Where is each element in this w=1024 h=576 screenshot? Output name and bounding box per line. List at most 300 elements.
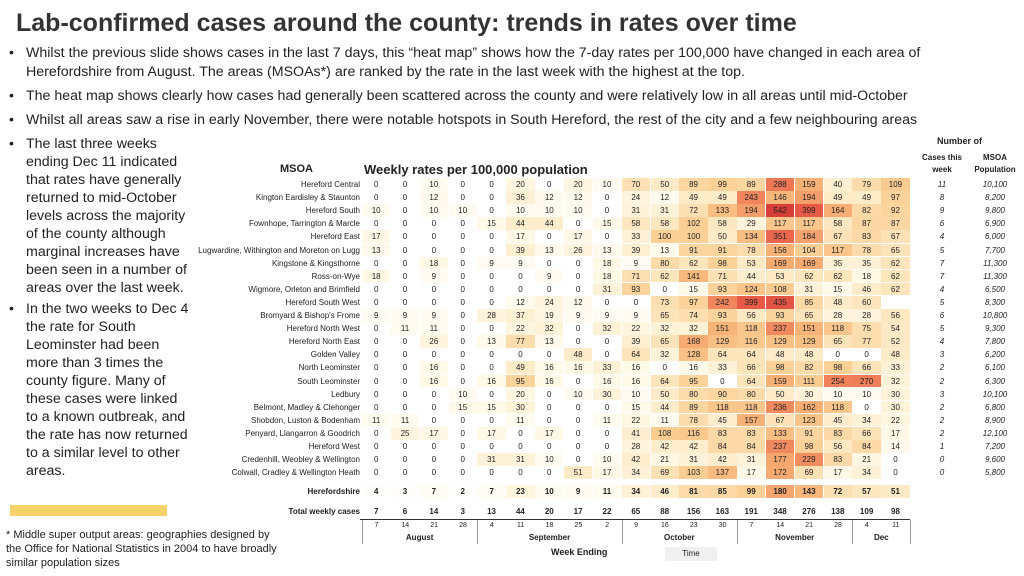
heat-cell: 10 xyxy=(824,388,852,401)
heat-cell: 4 xyxy=(362,485,390,498)
heat-cell: 117 xyxy=(766,217,794,230)
month-label: November xyxy=(775,533,815,543)
heat-cell: 9 xyxy=(622,257,650,270)
heat-cell: 82 xyxy=(852,204,880,217)
heat-cell: 0 xyxy=(593,427,621,440)
heat-cell: 116 xyxy=(679,427,707,440)
heat-cell: 236 xyxy=(766,401,794,414)
heat-cell: 62 xyxy=(679,257,707,270)
heat-cell: 93 xyxy=(766,309,794,322)
heat-cell: 89 xyxy=(679,178,707,191)
population-cell: 9,300 xyxy=(984,324,1006,334)
heat-cell: 22 xyxy=(622,414,650,427)
heat-cell: 20 xyxy=(506,388,534,401)
heat-cell: 22 xyxy=(881,414,909,427)
heat-cell: 67 xyxy=(766,414,794,427)
heat-cell: 97 xyxy=(881,191,909,204)
heat-cell: 0 xyxy=(391,440,419,453)
heat-cell: 65 xyxy=(651,309,679,322)
cases-this-week-header: Cases this week xyxy=(921,153,963,174)
msoa-row-name: Colwall, Cradley & Wellington Heath xyxy=(231,468,360,478)
heat-cell: 15 xyxy=(679,283,707,296)
heat-cell: 10 xyxy=(420,178,448,191)
heat-cell: 13 xyxy=(593,244,621,257)
cases-cell: 4 xyxy=(939,284,945,294)
heat-cell: 23 xyxy=(506,485,534,498)
heat-cell: 12 xyxy=(535,191,563,204)
heat-cell: 9 xyxy=(420,309,448,322)
heat-cell: 67 xyxy=(824,230,852,243)
population-cell: 7,800 xyxy=(984,337,1006,347)
heat-cell: 36 xyxy=(506,191,534,204)
heat-cell: 71 xyxy=(622,270,650,283)
bullet-3: • Whilst all areas saw a rise in early November, there were notable hotspots in South Hereford, the rest of the city and a few neighbouring areas xyxy=(8,111,1008,130)
heat-cell: 31 xyxy=(679,453,707,466)
heat-cell: 41 xyxy=(622,427,650,440)
heat-cell: 0 xyxy=(362,375,390,388)
heat-cell: 0 xyxy=(420,466,448,479)
heat-cell: 89 xyxy=(679,401,707,414)
heat-cell: 80 xyxy=(737,388,765,401)
heat-cell: 118 xyxy=(708,401,736,414)
heat-cell: 143 xyxy=(795,485,823,498)
heat-cell: 44 xyxy=(535,217,563,230)
heat-cell: 60 xyxy=(852,296,880,309)
month-label: August xyxy=(405,533,434,543)
heat-cell: 58 xyxy=(824,217,852,230)
heat-cell: 0 xyxy=(593,401,621,414)
month-separator xyxy=(910,520,911,544)
heat-cell: 0 xyxy=(564,375,592,388)
heat-cell: 0 xyxy=(535,348,563,361)
heat-cell: 0 xyxy=(391,178,419,191)
msoa-row-name: Kingstone & Kingsthorne xyxy=(271,258,360,268)
heat-cell: 22 xyxy=(506,322,534,335)
heat-cell: 0 xyxy=(362,283,390,296)
heat-cell: 0 xyxy=(477,466,505,479)
week-day-label: 28 xyxy=(834,522,842,530)
cases-cell: 11 xyxy=(937,180,947,189)
week-day-label: 14 xyxy=(401,522,410,530)
heat-cell: 141 xyxy=(679,270,707,283)
heat-cell: 53 xyxy=(737,257,765,270)
heat-cell: 276 xyxy=(802,507,816,517)
heat-cell: 15 xyxy=(824,283,852,296)
heat-cell: 123 xyxy=(795,414,823,427)
heat-cell: 0 xyxy=(593,440,621,453)
heat-cell: 169 xyxy=(795,257,823,270)
heat-cell: 31 xyxy=(737,453,765,466)
cases-cell: 2 xyxy=(939,402,945,412)
heat-cell: 0 xyxy=(477,414,505,427)
heat-cell: 0 xyxy=(449,244,477,257)
heat-cell: 117 xyxy=(824,244,852,257)
heat-cell: 17 xyxy=(362,230,390,243)
bullet-2: • The heat map shows clearly how cases had generally been scattered across the county and were relatively low in all areas until mid-October xyxy=(8,87,1008,106)
week-day-label: 14 xyxy=(776,522,785,530)
heat-cell: 10 xyxy=(593,453,621,466)
heat-cell: 34 xyxy=(622,485,650,498)
heat-cell: 83 xyxy=(824,427,852,440)
heat-cell: 108 xyxy=(766,283,794,296)
heat-cell: 12 xyxy=(420,191,448,204)
heat-cell: 49 xyxy=(708,191,736,204)
heat-cell: 56 xyxy=(824,440,852,453)
heat-cell: 62 xyxy=(881,257,909,270)
heat-cell: 0 xyxy=(881,453,909,466)
heat-cell: 10 xyxy=(564,204,592,217)
week-day-label: 18 xyxy=(545,522,554,530)
msoa-row-name: Hereford North East xyxy=(288,337,360,347)
heat-cell: 34 xyxy=(852,414,880,427)
heat-cell: 12 xyxy=(651,191,679,204)
heat-cell: 21 xyxy=(651,453,679,466)
heat-cell: 15 xyxy=(477,217,505,230)
heat-cell: 0 xyxy=(564,335,592,348)
heat-cell: 0 xyxy=(391,348,419,361)
heat-cell: 16 xyxy=(622,375,650,388)
week-day-label: 7 xyxy=(374,522,379,530)
heat-cell: 194 xyxy=(737,204,765,217)
heat-cell: 164 xyxy=(824,204,852,217)
heat-cell: 3 xyxy=(460,507,465,517)
heat-cell: 16 xyxy=(535,375,563,388)
week-day-label: 11 xyxy=(517,522,525,530)
heat-cell: 11 xyxy=(420,322,448,335)
heat-cell: 0 xyxy=(449,178,477,191)
month-separator xyxy=(622,520,623,544)
heat-cell: 71 xyxy=(708,270,736,283)
heat-cell: 109 xyxy=(859,507,874,517)
heat-cell: 57 xyxy=(852,485,880,498)
heat-cell: 28 xyxy=(477,309,505,322)
month-separator xyxy=(852,520,853,544)
heat-cell: 30 xyxy=(593,388,621,401)
heat-cell: 351 xyxy=(766,230,794,243)
population-cell: 6,200 xyxy=(984,350,1006,360)
heat-cell: 14 xyxy=(881,440,909,453)
heat-cell: 129 xyxy=(708,335,736,348)
heat-cell: 48 xyxy=(824,296,852,309)
heat-cell: 24 xyxy=(535,296,563,309)
heat-cell: 9 xyxy=(420,270,448,283)
msoa-row-name: Penyard, Llangarron & Goodrich xyxy=(245,428,360,438)
heat-cell: 42 xyxy=(708,453,736,466)
heat-cell: 109 xyxy=(881,178,909,191)
heat-cell: 9 xyxy=(622,309,650,322)
heat-cell: 0 xyxy=(391,361,419,374)
heat-cell: 10 xyxy=(852,388,880,401)
heat-cell: 0 xyxy=(477,348,505,361)
heat-cell: 0 xyxy=(449,453,477,466)
heat-cell: 0 xyxy=(449,335,477,348)
heat-cell: 9 xyxy=(564,309,592,322)
heat-cell: 0 xyxy=(362,388,390,401)
cases-cell: 7 xyxy=(939,258,945,268)
msoa-row-name: Wigmore, Orleton and Brimfield xyxy=(248,284,360,294)
msoa-header: MSOA xyxy=(280,163,313,175)
heat-cell: 0 xyxy=(506,440,534,453)
msoa-row-name: Hereford North West xyxy=(286,324,360,334)
heat-cell: 10 xyxy=(535,204,563,217)
heat-cell: 16 xyxy=(420,361,448,374)
cases-cell: 6 xyxy=(939,219,945,229)
heat-cell: 17 xyxy=(506,230,534,243)
population-cell: 7,700 xyxy=(984,245,1006,255)
heat-cell: 13 xyxy=(362,244,390,257)
week-day-label: 11 xyxy=(892,522,900,530)
heat-cell: 16 xyxy=(420,375,448,388)
heat-cell: 0 xyxy=(362,401,390,414)
week-day-label: 30 xyxy=(718,522,727,530)
heat-cell: 72 xyxy=(824,485,852,498)
heat-cell: 32 xyxy=(651,348,679,361)
heat-cell: 0 xyxy=(477,440,505,453)
heat-cell: 30 xyxy=(795,388,823,401)
population-cell: 10,100 xyxy=(982,180,1008,189)
heat-cell: 62 xyxy=(651,270,679,283)
heat-cell: 18 xyxy=(420,257,448,270)
heat-cell: 89 xyxy=(737,178,765,191)
heat-cell: 20 xyxy=(506,178,534,191)
heat-cell: 33 xyxy=(593,361,621,374)
heat-cell: 0 xyxy=(477,191,505,204)
heat-cell: 62 xyxy=(881,283,909,296)
heat-cell: 146 xyxy=(766,191,794,204)
heat-cell: 0 xyxy=(449,375,477,388)
heat-cell: 17 xyxy=(535,427,563,440)
heat-cell: 157 xyxy=(737,414,765,427)
week-day-label: 21 xyxy=(805,522,814,530)
heat-cell: 0 xyxy=(535,230,563,243)
heat-cell: 0 xyxy=(420,388,448,401)
side-bullet-2: • In the two weeks to Dec 4 the rate for South Leominster had been more than 3 times the county figure. Many of these cases were linked to a known outbreak, and the rate has now returned to a similar level to other areas. xyxy=(8,300,193,480)
heat-cell: 138 xyxy=(831,507,845,517)
heat-cell: 42 xyxy=(651,440,679,453)
heat-cell: 0 xyxy=(535,401,563,414)
heat-cell: 93 xyxy=(708,309,736,322)
heat-cell: 16 xyxy=(564,361,592,374)
population-cell: 6,100 xyxy=(984,363,1006,373)
heat-cell: 11 xyxy=(362,414,390,427)
month-separator xyxy=(737,520,738,544)
heat-cell: 30 xyxy=(506,401,534,414)
week-day-label: 4 xyxy=(489,522,494,530)
cases-cell: 2 xyxy=(939,415,945,425)
heat-cell: 151 xyxy=(708,322,736,335)
heat-cell: 11 xyxy=(593,414,621,427)
heat-cell: 17 xyxy=(593,466,621,479)
heat-cell: 31 xyxy=(622,204,650,217)
heat-cell: 80 xyxy=(679,388,707,401)
heat-cell: 9 xyxy=(477,257,505,270)
heat-cell: 0 xyxy=(420,230,448,243)
heat-cell: 3 xyxy=(391,485,419,498)
heat-cell: 65 xyxy=(631,507,641,517)
heat-cell: 11 xyxy=(651,414,679,427)
heat-cell: 118 xyxy=(824,322,852,335)
msoa-row-name: Kington Eardisley & Staunton xyxy=(255,193,360,203)
heat-cell: 0 xyxy=(449,466,477,479)
heat-cell: 104 xyxy=(795,244,823,257)
cases-cell: 3 xyxy=(939,389,945,399)
heat-cell: 118 xyxy=(737,401,765,414)
heat-cell: 0 xyxy=(391,388,419,401)
heat-cell: 64 xyxy=(737,375,765,388)
heat-cell: 0 xyxy=(535,283,563,296)
cases-cell: 9 xyxy=(939,206,945,216)
heat-cell: 93 xyxy=(708,283,736,296)
cases-cell: 2 xyxy=(939,363,945,373)
heat-cell: 0 xyxy=(564,270,592,283)
heat-cell: 32 xyxy=(679,322,707,335)
heat-cell: 75 xyxy=(852,322,880,335)
heat-cell: 0 xyxy=(564,427,592,440)
heat-cell: 10 xyxy=(362,204,390,217)
msoa-row-name: South Leominster xyxy=(297,376,360,386)
heat-cell: 0 xyxy=(362,440,390,453)
cases-cell: 4 xyxy=(939,232,945,242)
heat-cell: 84 xyxy=(852,440,880,453)
heat-cell: 62 xyxy=(795,270,823,283)
heat-cell: 0 xyxy=(391,283,419,296)
population-cell: 6,800 xyxy=(984,402,1006,412)
msoa-row-name: Hereford South West xyxy=(285,297,360,307)
heat-cell: 0 xyxy=(449,296,477,309)
heat-cell: 70 xyxy=(622,178,650,191)
heat-cell: 0 xyxy=(449,191,477,204)
heat-cell: 78 xyxy=(737,244,765,257)
heat-cell: 159 xyxy=(795,178,823,191)
population-cell: 6,000 xyxy=(984,232,1006,242)
heat-cell: 42 xyxy=(622,453,650,466)
heat-cell: 0 xyxy=(564,414,592,427)
bullet-1: • Whilst the previous slide shows cases in the last 7 days, this “heat map” shows how the 7-day rates per 100,000 have changed in each area of Herefordshire from August. The areas (MSOAs*) are ranked by the rate in the last week with the highest at the top. xyxy=(8,44,1008,82)
heat-cell: 39 xyxy=(622,244,650,257)
total-row-name: Total weekly cases xyxy=(288,507,360,517)
heat-cell: 10 xyxy=(449,388,477,401)
heat-cell: 0 xyxy=(593,191,621,204)
heat-cell: 0 xyxy=(362,335,390,348)
heat-cell: 73 xyxy=(651,296,679,309)
heat-cell: 58 xyxy=(651,217,679,230)
heat-cell: 85 xyxy=(795,296,823,309)
heat-cell: 64 xyxy=(737,348,765,361)
heat-cell: 0 xyxy=(477,283,505,296)
heat-cell: 0 xyxy=(506,466,534,479)
heat-cell: 66 xyxy=(852,361,880,374)
heat-cell: 18 xyxy=(362,270,390,283)
heat-cell: 46 xyxy=(651,485,679,498)
heat-cell: 77 xyxy=(852,335,880,348)
heat-cell: 0 xyxy=(362,322,390,335)
heat-cell: 65 xyxy=(881,244,909,257)
month-label: October xyxy=(664,533,695,543)
population-cell: 7,200 xyxy=(984,442,1006,451)
heat-cell: 34 xyxy=(622,466,650,479)
heat-cell: 33 xyxy=(622,230,650,243)
heat-cell: 20 xyxy=(544,507,554,517)
heat-cell: 137 xyxy=(708,466,736,479)
heat-cell: 64 xyxy=(708,348,736,361)
heat-cell: 172 xyxy=(766,466,794,479)
heat-cell: 0 xyxy=(362,466,390,479)
heat-cell: 92 xyxy=(881,204,909,217)
heat-cell: 0 xyxy=(449,257,477,270)
heat-cell: 124 xyxy=(737,283,765,296)
heat-cell: 0 xyxy=(564,217,592,230)
heat-cell: 50 xyxy=(766,388,794,401)
heat-cell: 99 xyxy=(708,178,736,191)
heat-cell: 0 xyxy=(449,414,477,427)
heat-cell: 151 xyxy=(795,322,823,335)
heat-cell: 50 xyxy=(651,178,679,191)
heat-cell: 22 xyxy=(622,322,650,335)
heat-cell: 15 xyxy=(477,401,505,414)
heat-cell: 12 xyxy=(564,191,592,204)
heat-cell: 0 xyxy=(391,453,419,466)
heat-cell: 44 xyxy=(737,270,765,283)
heat-cell: 0 xyxy=(506,348,534,361)
heat-cell: 44 xyxy=(515,507,525,517)
heat-cell: 133 xyxy=(766,427,794,440)
heat-cell: 10 xyxy=(593,178,621,191)
heat-cell: 10 xyxy=(535,485,563,498)
heat-cell: 64 xyxy=(622,348,650,361)
heat-cell: 16 xyxy=(535,361,563,374)
heat-cell: 69 xyxy=(651,466,679,479)
heat-cell: 17 xyxy=(564,230,592,243)
heat-cell: 22 xyxy=(602,507,612,517)
heat-cell: 17 xyxy=(881,427,909,440)
cases-cell: 2 xyxy=(939,428,945,438)
heat-cell: 13 xyxy=(535,335,563,348)
heat-cell: 52 xyxy=(881,335,909,348)
heat-cell: 542 xyxy=(766,204,794,217)
population-cell: 6,900 xyxy=(984,219,1006,229)
msoa-row-name: Bromyard & Bishop's Frome xyxy=(260,311,360,320)
heat-cell: 19 xyxy=(535,309,563,322)
heat-cell: 31 xyxy=(477,453,505,466)
heat-cell: 28 xyxy=(824,309,852,322)
cases-cell: 5 xyxy=(939,297,945,307)
heat-cell: 0 xyxy=(535,178,563,191)
heat-cell: 184 xyxy=(795,230,823,243)
population-cell: 8,300 xyxy=(984,297,1006,307)
week-day-label: 21 xyxy=(430,522,438,530)
week-day-label: 2 xyxy=(605,522,610,530)
population-cell: 12,100 xyxy=(982,428,1008,438)
week-day-label: 16 xyxy=(661,522,669,530)
cases-cell: 0 xyxy=(939,455,945,465)
heat-cell: 0 xyxy=(391,401,419,414)
heat-cell: 77 xyxy=(506,335,534,348)
heat-cell: 39 xyxy=(506,244,534,257)
heat-cell: 0 xyxy=(708,375,736,388)
heat-cell: 0 xyxy=(564,257,592,270)
heat-cell: 134 xyxy=(737,230,765,243)
population-cell: 8,900 xyxy=(984,415,1006,425)
heat-cell: 15 xyxy=(449,401,477,414)
heat-cell: 435 xyxy=(766,296,794,309)
heat-cell: 0 xyxy=(420,401,448,414)
heat-cell: 399 xyxy=(737,296,765,309)
heat-cell: 17 xyxy=(737,466,765,479)
heat-cell: 7 xyxy=(477,485,505,498)
heat-cell: 0 xyxy=(391,230,419,243)
heat-cell: 0 xyxy=(477,178,505,191)
month-label: Dec xyxy=(873,533,889,543)
